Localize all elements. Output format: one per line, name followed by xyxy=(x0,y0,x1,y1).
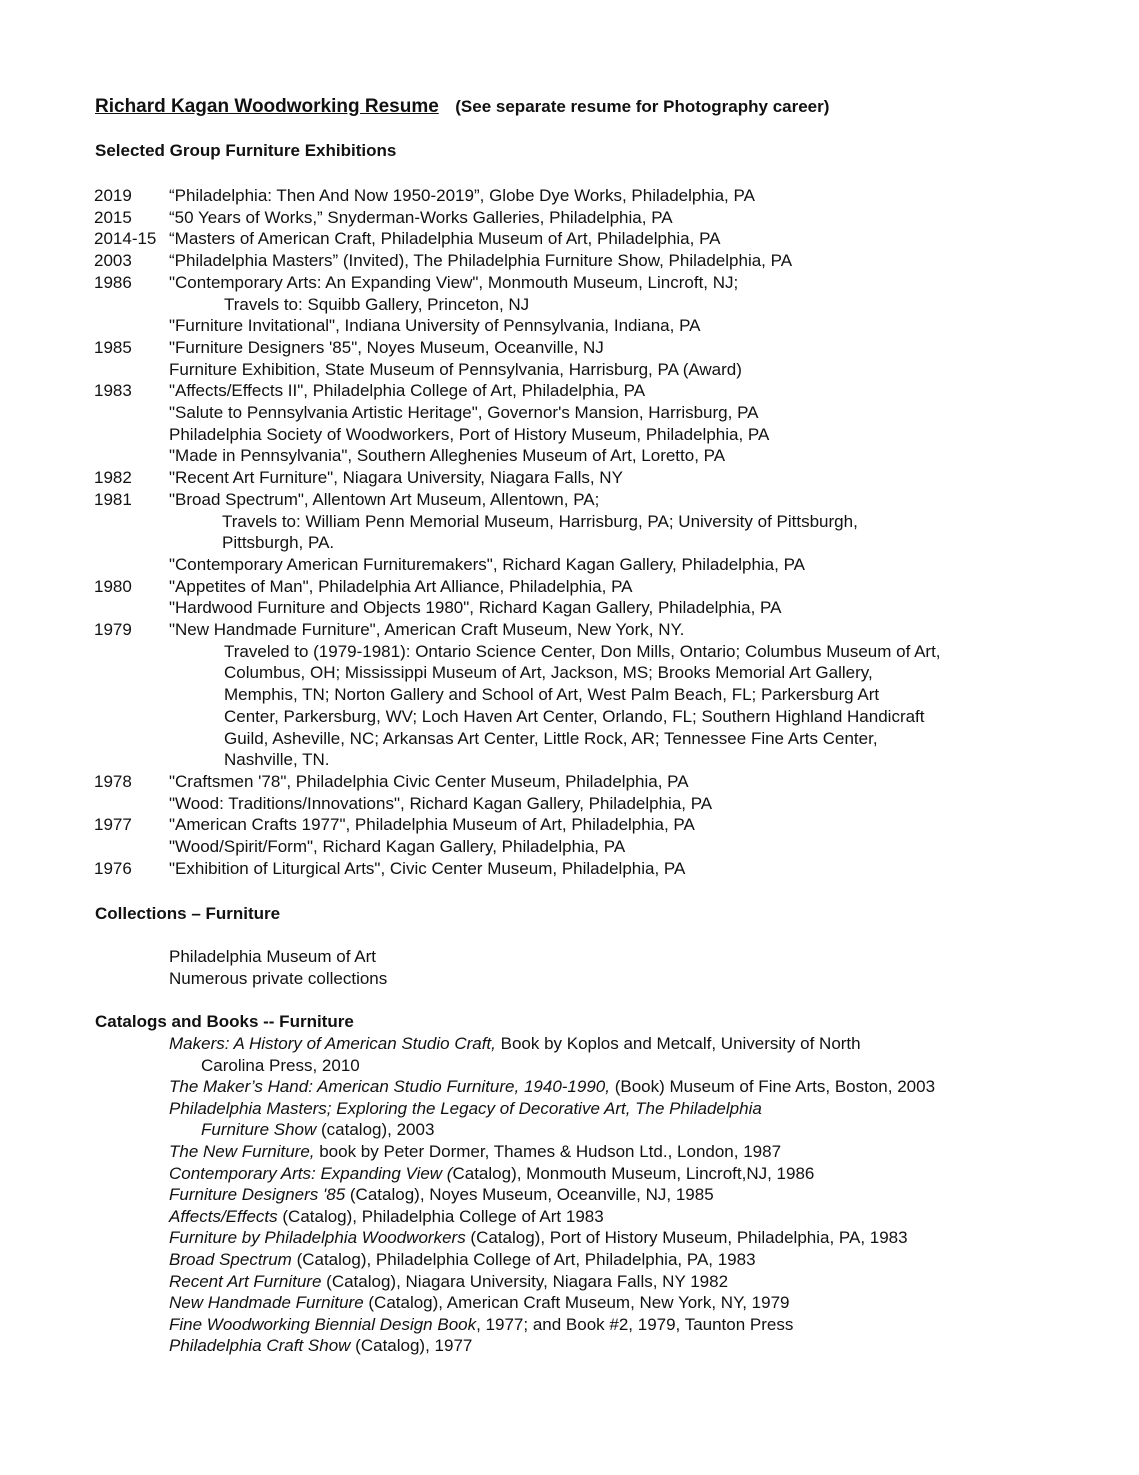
catalog-entry xyxy=(169,1141,781,1163)
exhibition-entry: "Wood: Traditions/Innovations", Richard Kagan Gallery, Philadelphia, PA xyxy=(169,793,713,813)
exhibition-entry: "Exhibition of Liturgical Arts", Civic Center Museum, Philadelphia, PA xyxy=(169,858,686,878)
exhibition-entry: "Wood/Spirit/Form", Richard Kagan Gallery, Philadelphia, PA xyxy=(169,837,626,856)
catalog-title: Furniture Designers '85 xyxy=(169,1185,346,1205)
catalog-title: Broad Spectrum xyxy=(169,1250,292,1269)
catalog-entry xyxy=(169,1271,728,1293)
collection-item: Numerous private collections xyxy=(169,969,388,988)
catalog-entry xyxy=(169,1292,789,1314)
exhibition-entry: Columbus, OH; Mississippi Museum of Art, Jackson, MS; Brooks Memorial Art Gallery, xyxy=(224,663,873,683)
exhibition-year: 1976 xyxy=(94,858,132,878)
catalog-title: Philadelphia Craft Show xyxy=(169,1336,351,1356)
exhibition-entry: "New Handmade Furniture", American Craft Museum, New York, NY. xyxy=(169,620,685,639)
exhibition-year: 1986 xyxy=(94,272,132,292)
catalog-title: Philadelphia Masters; Exploring the Legacy of Decorative Art, The Philadelphia xyxy=(169,1098,762,1118)
catalog-entry xyxy=(169,1184,714,1206)
catalog-entry xyxy=(169,1098,762,1120)
catalog-entry xyxy=(201,1119,434,1141)
catalog-entry xyxy=(169,1314,793,1336)
catalog-title: The Maker’s Hand: American Studio Furniture, 1940-1990, xyxy=(169,1077,610,1097)
catalog-entry xyxy=(169,1163,814,1185)
exhibition-entry: "Furniture Designers '85", Noyes Museum, Oceanville, NJ xyxy=(169,337,604,357)
exhibition-year: 1977 xyxy=(94,815,132,835)
catalog-entry xyxy=(169,1206,604,1228)
exhibition-entry: “50 Years of Works,” Snyderman-Works Galleries, Philadelphia, PA xyxy=(169,207,673,227)
catalog-title: Fine Woodworking Biennial Design Book xyxy=(169,1314,477,1334)
page-title: Richard Kagan Woodworking Resume xyxy=(95,96,439,117)
exhibition-year: 2015 xyxy=(94,207,132,227)
exhibitions-heading: Selected Group Furniture Exhibitions xyxy=(95,141,397,160)
catalog-details: Catalog), Monmouth Museum, Lincroft,NJ, 1986 xyxy=(452,1163,815,1183)
catalog-details: book by Peter Dormer, Thames & Hudson Ltd., London, 1987 xyxy=(314,1142,782,1161)
exhibition-entry: "Salute to Pennsylvania Artistic Heritage", Governor's Mansion, Harrisburg, PA xyxy=(169,403,759,422)
exhibition-entry: "Contemporary American Furnituremakers", Richard Kagan Gallery, Philadelphia, PA xyxy=(169,554,805,574)
exhibition-entry: Center, Parkersburg, WV; Loch Haven Art Center, Orlando, FL; Southern Highland Handicraft xyxy=(224,706,925,726)
exhibition-entry: Nashville, TN. xyxy=(224,750,330,770)
exhibition-year: 2019 xyxy=(94,186,132,205)
catalog-title: Contemporary Arts: Expanding View ( xyxy=(169,1163,453,1183)
catalogs-heading: Catalogs and Books -- Furniture xyxy=(95,1012,354,1031)
exhibition-entry: Pittsburgh, PA. xyxy=(222,533,335,553)
exhibition-entry: “Philadelphia Masters” (Invited), The Philadelphia Furniture Show, Philadelphia, PA xyxy=(169,251,793,271)
exhibition-year: 1981 xyxy=(94,489,132,509)
catalog-entry xyxy=(169,1227,908,1249)
exhibition-entry: "Hardwood Furniture and Objects 1980", Richard Kagan Gallery, Philadelphia, PA xyxy=(169,598,782,618)
catalog-details: (catalog), 2003 xyxy=(316,1120,435,1140)
catalog-title: New Handmade Furniture xyxy=(169,1293,364,1313)
catalog-entry xyxy=(169,1249,756,1271)
catalog-details: Book by Koplos and Metcalf, University of North xyxy=(495,1034,861,1053)
exhibition-entry: Traveled to (1979-1981): Ontario Science Center, Don Mills, Ontario; Columbus Museum of Art, xyxy=(224,641,941,661)
exhibition-entry: "Contemporary Arts: An Expanding View", Monmouth Museum, Lincroft, NJ; xyxy=(169,272,739,292)
catalog-details: , 1977; and Book #2, 1979, Taunton Press xyxy=(476,1314,794,1334)
catalog-details: (Catalog), Noyes Museum, Oceanville, NJ, 1985 xyxy=(345,1185,714,1205)
catalog-details: (Catalog), Niagara University, Niagara Falls, NY 1982 xyxy=(321,1271,729,1291)
exhibition-entry: "Craftsmen '78", Philadelphia Civic Center Museum, Philadelphia, PA xyxy=(169,771,689,791)
catalog-details: (Catalog), 1977 xyxy=(350,1336,473,1356)
catalog-entry xyxy=(169,1033,861,1055)
exhibition-entry: "Appetites of Man", Philadelphia Art Alliance, Philadelphia, PA xyxy=(169,576,633,596)
catalog-entry xyxy=(201,1055,360,1077)
catalog-title: The New Furniture, xyxy=(169,1142,315,1161)
exhibition-year: 1978 xyxy=(94,771,132,791)
exhibition-entry: "Affects/Effects II", Philadelphia College of Art, Philadelphia, PA xyxy=(169,381,646,401)
catalog-details: (Catalog), Philadelphia College of Art, Philadelphia, PA, 1983 xyxy=(291,1250,756,1269)
exhibition-entry: "American Crafts 1977", Philadelphia Museum of Art, Philadelphia, PA xyxy=(169,815,695,835)
catalog-details: (Catalog), Philadelphia College of Art 1983 xyxy=(277,1206,604,1226)
catalog-title: Furniture Show xyxy=(201,1120,317,1140)
catalog-entry xyxy=(169,1076,935,1098)
exhibition-entry: Furniture Exhibition, State Museum of Pennsylvania, Harrisburg, PA (Award) xyxy=(169,359,742,379)
exhibition-entry: "Made in Pennsylvania", Southern Alleghenies Museum of Art, Loretto, PA xyxy=(169,446,726,466)
collections-heading: Collections – Furniture xyxy=(95,904,281,923)
exhibition-year: 2014-15 xyxy=(94,229,157,249)
exhibition-year: 1983 xyxy=(94,381,132,401)
exhibition-entry: "Furniture Invitational", Indiana University of Pennsylvania, Indiana, PA xyxy=(169,316,701,336)
catalog-details: (Catalog), Port of History Museum, Philadelphia, PA, 1983 xyxy=(465,1228,908,1248)
catalog-title: Makers: A History of American Studio Craft, xyxy=(169,1034,496,1053)
exhibition-year: 1985 xyxy=(94,337,132,357)
title-row xyxy=(95,96,829,118)
catalog-details: (Book) Museum of Fine Arts, Boston, 2003 xyxy=(609,1077,936,1097)
exhibition-year: 2003 xyxy=(94,251,132,271)
exhibition-year: 1980 xyxy=(94,576,132,596)
catalog-details: Carolina Press, 2010 xyxy=(201,1055,360,1075)
exhibition-entry: Philadelphia Society of Woodworkers, Port of History Museum, Philadelphia, PA xyxy=(169,424,770,444)
exhibition-entry: Travels to: William Penn Memorial Museum, Harrisburg, PA; University of Pittsburgh, xyxy=(222,511,858,531)
exhibition-entry: "Broad Spectrum", Allentown Art Museum, Allentown, PA; xyxy=(169,489,600,509)
exhibition-entry: “Masters of American Craft, Philadelphia Museum of Art, Philadelphia, PA xyxy=(169,229,721,249)
exhibition-year: 1982 xyxy=(94,468,132,488)
collection-item: Philadelphia Museum of Art xyxy=(169,947,376,966)
exhibition-year: 1979 xyxy=(94,620,132,639)
catalog-details: (Catalog), American Craft Museum, New York, NY, 1979 xyxy=(363,1293,790,1313)
exhibition-entry: Travels to: Squibb Gallery, Princeton, NJ xyxy=(224,294,530,314)
exhibition-entry: Guild, Asheville, NC; Arkansas Art Center, Little Rock, AR; Tennessee Fine Arts Center, xyxy=(224,728,878,748)
exhibition-entry: Memphis, TN; Norton Gallery and School of Art, West Palm Beach, FL; Parkersburg Art xyxy=(224,685,880,705)
exhibition-entry: "Recent Art Furniture", Niagara University, Niagara Falls, NY xyxy=(169,468,623,488)
catalog-title: Furniture by Philadelphia Woodworkers xyxy=(169,1228,466,1248)
catalog-entry xyxy=(169,1335,472,1357)
page-subtitle: (See separate resume for Photography career) xyxy=(455,97,830,116)
exhibition-entry: “Philadelphia: Then And Now 1950-2019”, Globe Dye Works, Philadelphia, PA xyxy=(169,186,755,205)
catalog-title: Recent Art Furniture xyxy=(169,1271,322,1291)
catalog-title: Affects/Effects xyxy=(169,1206,278,1226)
